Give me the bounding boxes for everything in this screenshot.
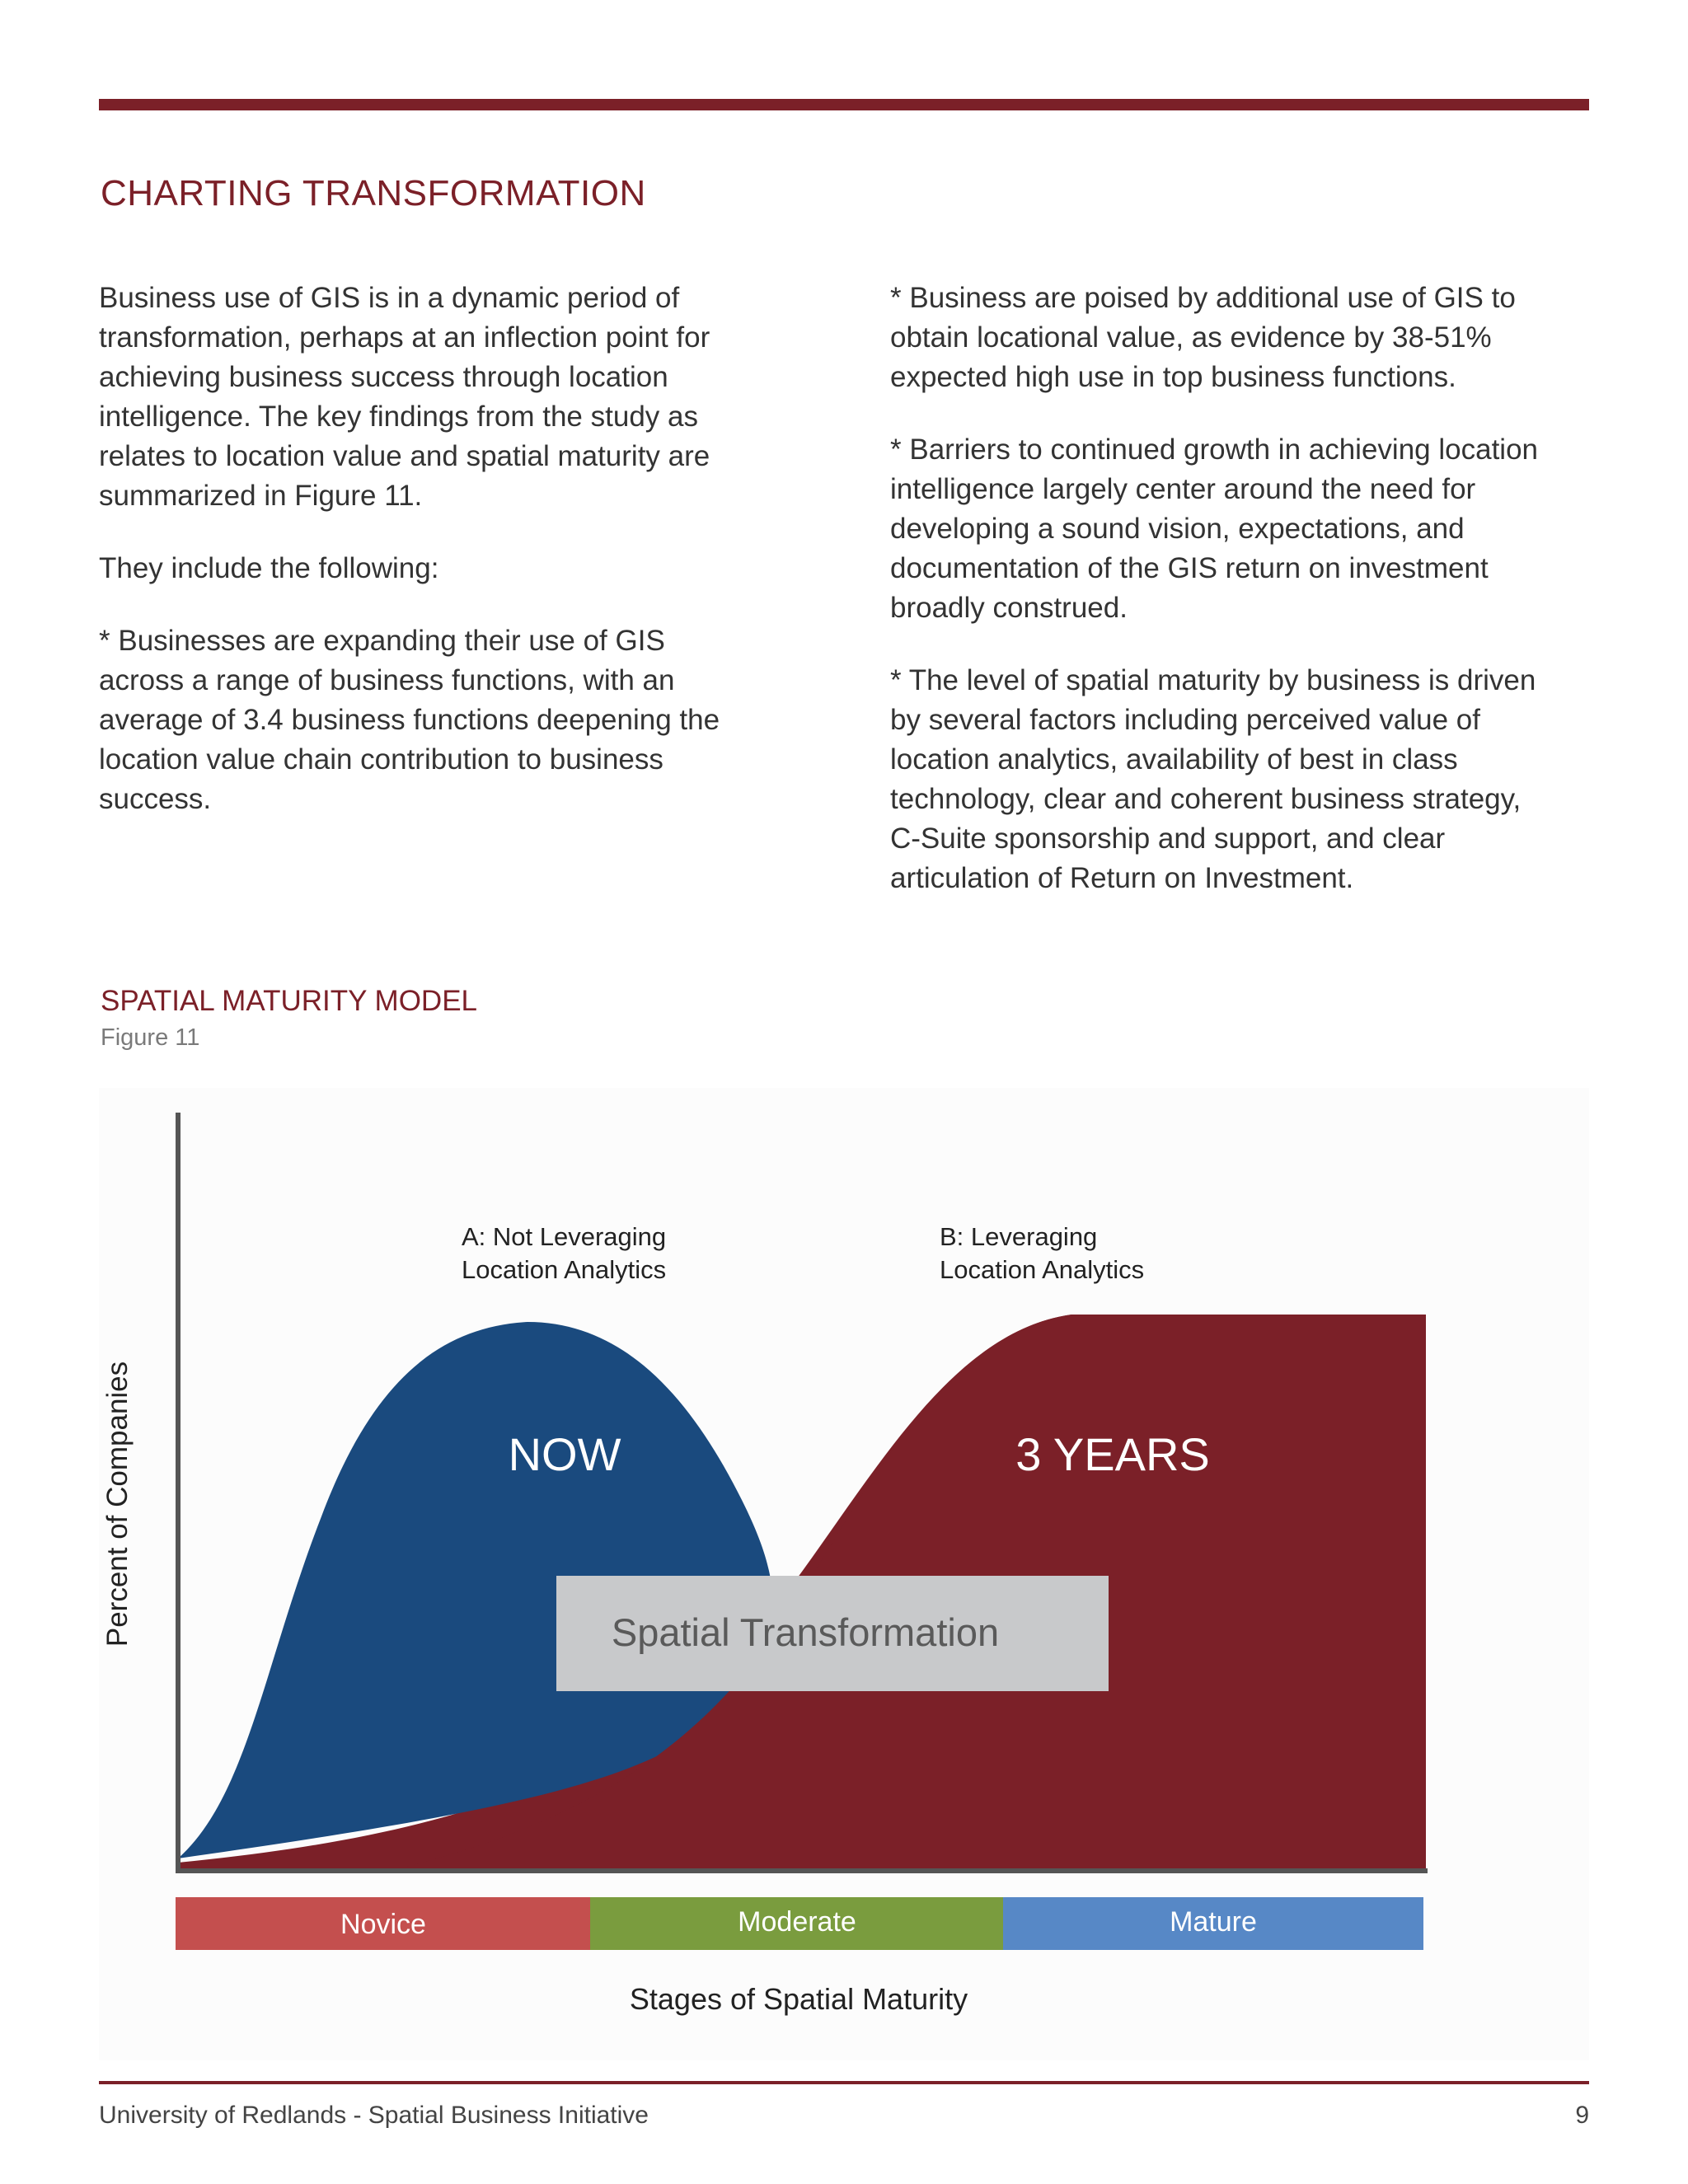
label-a-line2: Location Analytics xyxy=(462,1255,667,1284)
x-axis-label: Stages of Spatial Maturity xyxy=(629,1982,968,2016)
paragraph: Business use of GIS is in a dynamic period of transformation, perhaps at an inflection point for achieving business success through location intelligence. The key findings from the study as relates to location value and spatial maturity are summarized in Figure 11. xyxy=(99,282,710,512)
spatial-maturity-figure xyxy=(99,1088,1589,2060)
left-column xyxy=(99,279,750,852)
paragraph: * Businesses are expanding their use of GIS across a range of business functions, with an average of 3.4 business functions deepening the location value chain contribution to business success. xyxy=(99,625,720,815)
paragraph: * Business are poised by additional use of GIS to obtain locational value, as evidence by 38-51% expected high use in top business functions. xyxy=(890,282,1516,393)
stage-novice-label: Novice xyxy=(340,1909,426,1940)
top-rule xyxy=(99,99,1589,110)
section-title: CHARTING TRANSFORMATION xyxy=(101,173,646,213)
page-number: 9 xyxy=(1575,2102,1589,2129)
figure-svg xyxy=(99,1088,1589,2060)
y-axis-label: Percent of Companies xyxy=(101,1361,134,1647)
paragraph: * Barriers to continued growth in achieving location intelligence largely center around the need for developing a sound vision, expectations, and documentation of the GIS return on investment broadly construed. xyxy=(890,434,1538,624)
three-years-label: 3 YEARS xyxy=(1015,1428,1210,1480)
footer-rule xyxy=(99,2081,1589,2084)
label-b-line2: Location Analytics xyxy=(940,1255,1145,1284)
figure-title: SPATIAL MATURITY MODEL xyxy=(101,985,478,1017)
label-a-line1: A: Not Leveraging xyxy=(462,1222,667,1251)
label-b-line1: B: Leveraging xyxy=(940,1222,1098,1251)
figure-subtitle: Figure 11 xyxy=(101,1024,200,1051)
stage-mature-label: Mature xyxy=(1170,1906,1257,1938)
paragraph: They include the following: xyxy=(99,552,439,584)
now-label: NOW xyxy=(508,1428,621,1480)
stage-moderate-label: Moderate xyxy=(738,1906,856,1938)
right-column xyxy=(890,279,1550,931)
transformation-label: Spatial Transformation xyxy=(611,1610,1000,1654)
footer-text: University of Redlands - Spatial Business Initiative xyxy=(99,2102,649,2129)
paragraph: * The level of spatial maturity by business is driven by several factors including perceived value of location analytics, availability of best in class technology, clear and coherent business strategy, C-Suite sponsorship and support, and clear articulation of Return on Investment. xyxy=(890,664,1536,894)
